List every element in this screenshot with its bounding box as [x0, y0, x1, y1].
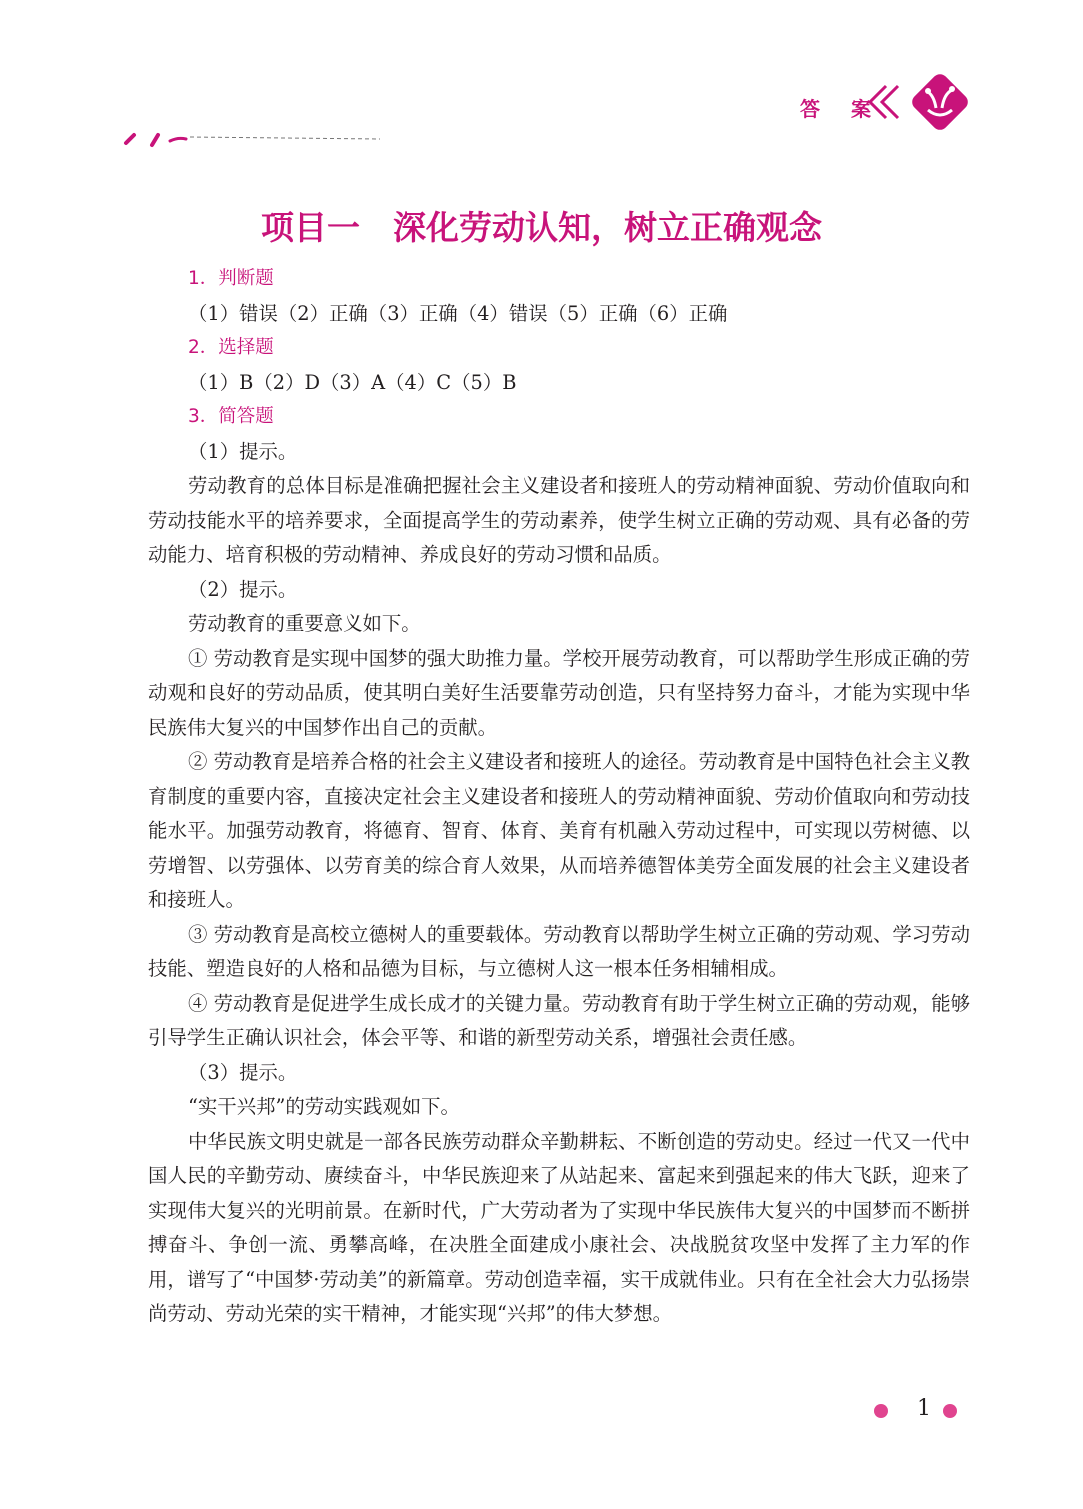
list-item: ② 劳动教育是培养合格的社会主义建设者和接班人的途径。劳动教育是中国特色社会主义教育制度的重要内容，直接决定社会主义建设者和接班人的劳动精神面貌、劳动价值取向和劳动技能水平。加强劳动教育，将德育、智育、体育、美育有机融入劳动过程中，可实现以劳树德、以劳增智、以劳强体、以劳育美的综合育人效果，从而培养德智体美劳全面发展的社会主义建设者和接班人。	[148, 750, 970, 911]
question-hint: （3）提示。	[188, 1060, 298, 1084]
double-chevron-icon	[866, 84, 906, 120]
paragraph: 中华民族文明史就是一部各民族劳动群众辛勤耕耘、不断创造的劳动史。经过一代又一代中国人民的辛勤劳动、赓续奋斗，中华民族迎来了从站起来、富起来到强起来的伟大飞跃，迎来了实现伟大复兴的光明前景。在新时代，广大劳动者为了实现中华民族伟大复兴的中国梦而不断拼搏奋斗、争创一流、勇攀高峰，在决胜全面建成小康社会、决战脱贫攻坚中发挥了主力军的作用，谱写了“中国梦·劳动美”的新篇章。劳动创造幸福，实干成就伟业。只有在全社会大力弘扬崇尚劳动、劳动光荣的实干精神，才能实现“兴邦”的伟大梦想。	[148, 1129, 970, 1325]
answer-content	[148, 262, 970, 1332]
paragraph: “实干兴邦”的劳动实践观如下。	[188, 1095, 460, 1118]
page-dot-right	[943, 1404, 957, 1418]
decorative-dash-line	[120, 125, 390, 151]
question-hint: （1）提示。	[188, 439, 298, 463]
section-answer: （1）B（2）D（3）A（4）C（5）B	[188, 370, 517, 394]
plant-badge-icon	[906, 68, 974, 136]
list-item: ③ 劳动教育是高校立德树人的重要载体。劳动教育以帮助学生树立正确的劳动观、学习劳动技能、塑造良好的人格和品德为目标，与立德树人这一根本任务相辅相成。	[148, 922, 970, 980]
section-answer: （1）错误（2）正确（3）正确（4）错误（5）正确（6）正确	[188, 301, 728, 325]
page-title: 项目一 深化劳动认知，树立正确观念	[261, 208, 822, 247]
section-heading: 2．选择题	[188, 337, 274, 358]
question-hint: （2）提示。	[188, 577, 298, 601]
list-item: ① 劳动教育是实现中国梦的强大助推力量。学校开展劳动教育，可以帮助学生形成正确的劳动观和良好的劳动品质，使其明白美好生活要靠劳动创造，只有坚持努力奋斗，才能为实现中华民族伟大复兴的中国梦作出自己的贡献。	[148, 646, 970, 739]
page-dot-left	[874, 1404, 888, 1418]
header-answer-label: 答 案	[800, 97, 883, 121]
page-number: 1	[917, 1396, 931, 1421]
list-item: ④ 劳动教育是促进学生成长成才的关键力量。劳动教育有助于学生树立正确的劳动观，能够引导学生正确认识社会，体会平等、和谐的新型劳动关系，增强社会责任感。	[148, 991, 970, 1049]
paragraph: 劳动教育的总体目标是准确把握社会主义建设者和接班人的劳动精神面貌、劳动价值取向和劳动技能水平的培养要求，全面提高学生的劳动素养，使学生树立正确的劳动观、具有必备的劳动能力、培育积极的劳动精神、养成良好的劳动习惯和品质。	[148, 474, 970, 566]
section-heading: 1．判断题	[188, 268, 274, 289]
paragraph: 劳动教育的重要意义如下。	[188, 612, 421, 635]
section-heading: 3．简答题	[188, 406, 274, 427]
